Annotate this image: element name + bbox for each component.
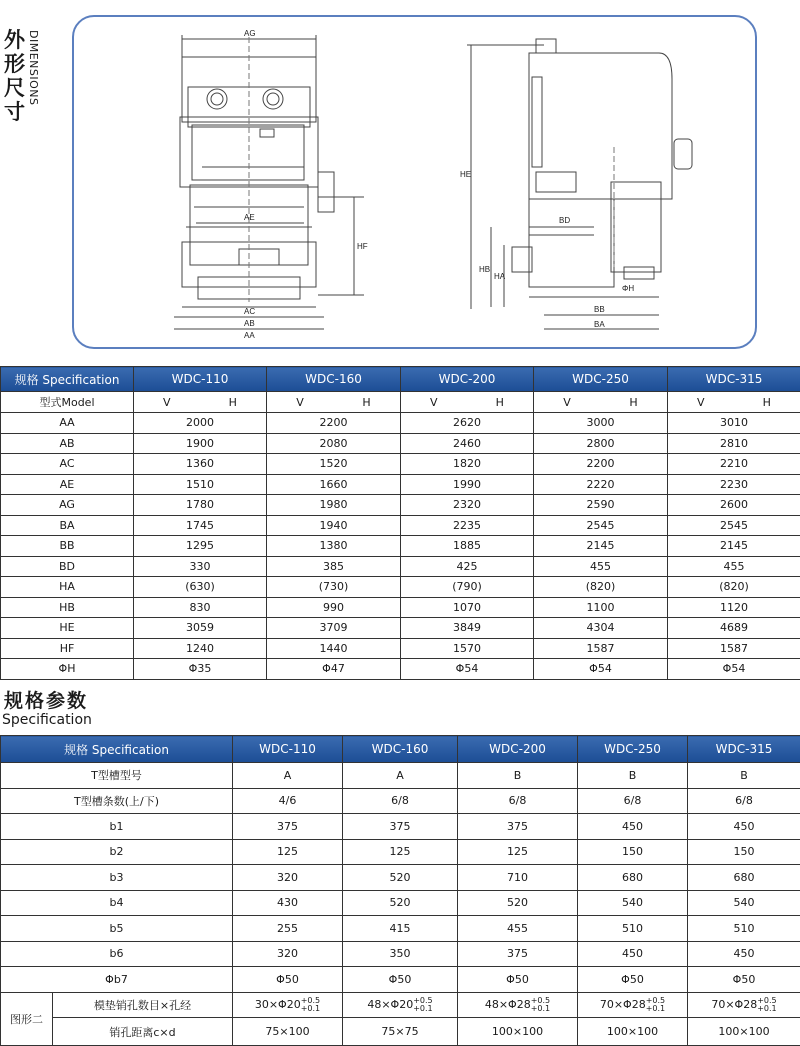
table-cell: 510 — [688, 916, 800, 942]
table-cell: 125 — [233, 839, 343, 865]
table-cell: 1745 — [134, 515, 267, 536]
table-cell: 3059 — [134, 618, 267, 639]
table-cell: 2200 — [267, 413, 401, 434]
header-spec: 规格 Specification — [1, 367, 134, 392]
row-label: BB — [1, 536, 134, 557]
table-cell: 2210 — [668, 454, 800, 475]
table-cell: 455 — [458, 916, 578, 942]
table-cell: B — [688, 763, 800, 789]
header-model: WDC-110 — [233, 736, 343, 763]
pin-value: 70×Φ28+0.5 +0.1 — [688, 992, 800, 1018]
table-cell: 990 — [267, 597, 401, 618]
pin-value: 48×Φ20+0.5 +0.1 — [343, 992, 458, 1018]
table-row — [1, 433, 800, 454]
row-label: ΦH — [1, 659, 134, 680]
row-label: T型槽型号 — [1, 763, 233, 789]
table-cell: 4304 — [534, 618, 668, 639]
table-cell: 150 — [688, 839, 800, 865]
table-cell: 430 — [233, 890, 343, 916]
label-he: HE — [460, 170, 471, 179]
model-v: V — [563, 396, 571, 409]
table-cell: 2620 — [401, 413, 534, 434]
label-phi-h: ΦH — [622, 284, 634, 293]
table-cell: A — [343, 763, 458, 789]
table-cell: 1295 — [134, 536, 267, 557]
specification-table — [0, 735, 800, 1046]
table-cell: 1380 — [267, 536, 401, 557]
row-label: AE — [1, 474, 134, 495]
table-header-row — [1, 736, 800, 763]
dimensions-table — [0, 366, 800, 680]
table-cell: 2145 — [534, 536, 668, 557]
pin-value: 48×Φ28+0.5 +0.1 — [458, 992, 578, 1018]
label-ba: BA — [594, 320, 605, 329]
table-cell: 1780 — [134, 495, 267, 516]
row-label: T型槽条数(上/下) — [1, 788, 233, 814]
table-row — [1, 865, 800, 891]
table-cell: (820) — [534, 577, 668, 598]
pin-distance-value: 75×75 — [343, 1018, 458, 1046]
pin-value: 30×Φ20+0.5 +0.1 — [233, 992, 343, 1018]
row-label: b2 — [1, 839, 233, 865]
table-cell: 6/8 — [688, 788, 800, 814]
table-row — [1, 515, 800, 536]
table-cell: 425 — [401, 556, 534, 577]
table-cell: 320 — [233, 865, 343, 891]
model-type-row — [1, 392, 800, 413]
pin-distance-label: 销孔距离c×d — [53, 1018, 233, 1046]
table-cell: 2600 — [668, 495, 800, 516]
table-cell: 2545 — [534, 515, 668, 536]
table-cell: 125 — [343, 839, 458, 865]
pin-distance-value: 100×100 — [578, 1018, 688, 1046]
table-cell: Φ54 — [401, 659, 534, 680]
table-cell: 150 — [578, 839, 688, 865]
table-cell: 6/8 — [343, 788, 458, 814]
table-row — [1, 839, 800, 865]
table-row — [1, 814, 800, 840]
label-bb: BB — [594, 305, 605, 314]
table-row — [1, 890, 800, 916]
page-title-cn: 外形尺寸 — [4, 28, 26, 124]
table-cell: 2220 — [534, 474, 668, 495]
table-cell: Φ54 — [534, 659, 668, 680]
row-label: b4 — [1, 890, 233, 916]
header-model: WDC-200 — [401, 367, 534, 392]
row-label: b1 — [1, 814, 233, 840]
table-cell: 1900 — [134, 433, 267, 454]
table-cell: 3010 — [668, 413, 800, 434]
table-cell: 350 — [343, 941, 458, 967]
table-cell: 2080 — [267, 433, 401, 454]
table-cell: 1240 — [134, 638, 267, 659]
table-cell: 450 — [578, 814, 688, 840]
table-cell: 125 — [458, 839, 578, 865]
table-cell: 385 — [267, 556, 401, 577]
model-h: H — [229, 396, 237, 409]
table-cell: Φ50 — [688, 967, 800, 993]
table-cell: 2200 — [534, 454, 668, 475]
table-row — [1, 659, 800, 680]
table-cell: 2460 — [401, 433, 534, 454]
table-cell: 3709 — [267, 618, 401, 639]
table-cell: (820) — [668, 577, 800, 598]
group-label: 图形二 — [1, 992, 53, 1046]
table-cell: 1820 — [401, 454, 534, 475]
pin-count-label: 模垫销孔数目×孔经 — [53, 992, 233, 1018]
table-row — [1, 556, 800, 577]
table-cell: 1360 — [134, 454, 267, 475]
row-label: HE — [1, 618, 134, 639]
table-cell: 375 — [458, 814, 578, 840]
table-cell: 520 — [458, 890, 578, 916]
press-drawing-svg — [74, 17, 755, 347]
table-cell: A — [233, 763, 343, 789]
table-cell: Φ54 — [668, 659, 800, 680]
table-row — [1, 638, 800, 659]
table-cell: 450 — [688, 941, 800, 967]
table-cell: 2545 — [668, 515, 800, 536]
table-cell: 830 — [134, 597, 267, 618]
table-cell: 1440 — [267, 638, 401, 659]
pin-distance-value: 75×100 — [233, 1018, 343, 1046]
table-cell: 1990 — [401, 474, 534, 495]
row-label: Φb7 — [1, 967, 233, 993]
section-title-cn: 规格参数 — [4, 686, 88, 713]
label-hf: HF — [357, 242, 368, 251]
table-row — [1, 413, 800, 434]
pin-value: 70×Φ28+0.5 +0.1 — [578, 992, 688, 1018]
table-cell: 2145 — [668, 536, 800, 557]
table-row — [1, 495, 800, 516]
table-cell: B — [578, 763, 688, 789]
table-cell: 1940 — [267, 515, 401, 536]
model-v: V — [163, 396, 171, 409]
table-cell: 1120 — [668, 597, 800, 618]
table-cell: 540 — [688, 890, 800, 916]
label-ae: AE — [244, 213, 255, 222]
model-h: H — [496, 396, 504, 409]
row-label: BD — [1, 556, 134, 577]
model-v: V — [296, 396, 304, 409]
table-row — [1, 941, 800, 967]
label-ag: AG — [244, 29, 256, 38]
header-model: WDC-160 — [343, 736, 458, 763]
header-model: WDC-250 — [534, 367, 668, 392]
table-row — [1, 597, 800, 618]
table-cell: 680 — [578, 865, 688, 891]
label-ab: AB — [244, 319, 255, 328]
pin-distance-value: 100×100 — [458, 1018, 578, 1046]
table-cell: 710 — [458, 865, 578, 891]
section-title-en: Specification — [2, 712, 92, 728]
label-aa: AA — [244, 331, 255, 340]
table-row — [1, 454, 800, 475]
header-model: WDC-110 — [134, 367, 267, 392]
model-v: V — [430, 396, 438, 409]
table-row — [1, 474, 800, 495]
table-cell: 6/8 — [578, 788, 688, 814]
table-cell: 450 — [688, 814, 800, 840]
table-cell: (630) — [134, 577, 267, 598]
table-cell: 680 — [688, 865, 800, 891]
table-cell: 1885 — [401, 536, 534, 557]
table-cell: 450 — [578, 941, 688, 967]
table-cell: 2810 — [668, 433, 800, 454]
table-cell: 320 — [233, 941, 343, 967]
label-ha: HA — [494, 272, 506, 281]
table-row — [1, 577, 800, 598]
table-cell: 2800 — [534, 433, 668, 454]
row-label: HF — [1, 638, 134, 659]
table-cell: 1660 — [267, 474, 401, 495]
table-cell: 2590 — [534, 495, 668, 516]
row-label: AG — [1, 495, 134, 516]
table-cell: 415 — [343, 916, 458, 942]
header-model: WDC-315 — [688, 736, 800, 763]
header-model: WDC-160 — [267, 367, 401, 392]
table-cell: Φ35 — [134, 659, 267, 680]
table-cell: 540 — [578, 890, 688, 916]
table-cell: 1510 — [134, 474, 267, 495]
table-cell: B — [458, 763, 578, 789]
table-cell: Φ50 — [578, 967, 688, 993]
header-model: WDC-250 — [578, 736, 688, 763]
table-cell: 1587 — [668, 638, 800, 659]
row-label: AC — [1, 454, 134, 475]
row-label: HB — [1, 597, 134, 618]
pin-distance-row — [1, 1018, 800, 1046]
table-cell: 3000 — [534, 413, 668, 434]
label-ac: AC — [244, 307, 255, 316]
table-row — [1, 788, 800, 814]
table-cell: 375 — [458, 941, 578, 967]
table-header-row — [1, 367, 800, 392]
table-cell: 2230 — [668, 474, 800, 495]
label-hb: HB — [479, 265, 490, 274]
table-cell: 3849 — [401, 618, 534, 639]
table-cell: 375 — [233, 814, 343, 840]
header-model: WDC-200 — [458, 736, 578, 763]
model-label: 型式Model — [1, 392, 134, 413]
pin-distance-value: 100×100 — [688, 1018, 800, 1046]
label-bd: BD — [559, 216, 570, 225]
table-cell: Φ50 — [343, 967, 458, 993]
page-title-en: DIMENSIONS — [26, 30, 40, 120]
table-cell: 520 — [343, 890, 458, 916]
header-spec: 规格 Specification — [1, 736, 233, 763]
table-cell: 1587 — [534, 638, 668, 659]
model-h: H — [362, 396, 370, 409]
table-cell: 330 — [134, 556, 267, 577]
table-cell: 2320 — [401, 495, 534, 516]
pin-count-row — [1, 992, 800, 1018]
model-v: V — [697, 396, 705, 409]
table-cell: 520 — [343, 865, 458, 891]
table-cell: Φ50 — [233, 967, 343, 993]
table-cell: 1100 — [534, 597, 668, 618]
table-cell: 2000 — [134, 413, 267, 434]
table-row — [1, 536, 800, 557]
table-cell: 6/8 — [458, 788, 578, 814]
row-label: AB — [1, 433, 134, 454]
table-row — [1, 763, 800, 789]
table-cell: Φ47 — [267, 659, 401, 680]
row-label: b3 — [1, 865, 233, 891]
table-row — [1, 967, 800, 993]
table-cell: 1520 — [267, 454, 401, 475]
table-cell: 255 — [233, 916, 343, 942]
table-cell: 455 — [534, 556, 668, 577]
row-label: AA — [1, 413, 134, 434]
row-label: b5 — [1, 916, 233, 942]
table-cell: 1570 — [401, 638, 534, 659]
model-h: H — [763, 396, 771, 409]
table-cell: 1980 — [267, 495, 401, 516]
model-h: H — [629, 396, 637, 409]
row-label: HA — [1, 577, 134, 598]
table-cell: (730) — [267, 577, 401, 598]
table-cell: 375 — [343, 814, 458, 840]
table-row — [1, 916, 800, 942]
table-cell: 1070 — [401, 597, 534, 618]
row-label: b6 — [1, 941, 233, 967]
table-cell: 510 — [578, 916, 688, 942]
table-cell: 4/6 — [233, 788, 343, 814]
table-cell: (790) — [401, 577, 534, 598]
row-label: BA — [1, 515, 134, 536]
dimension-drawing — [72, 15, 757, 349]
table-cell: 2235 — [401, 515, 534, 536]
table-cell: Φ50 — [458, 967, 578, 993]
header-model: WDC-315 — [668, 367, 800, 392]
table-cell: 455 — [668, 556, 800, 577]
table-row — [1, 618, 800, 639]
table-cell: 4689 — [668, 618, 800, 639]
